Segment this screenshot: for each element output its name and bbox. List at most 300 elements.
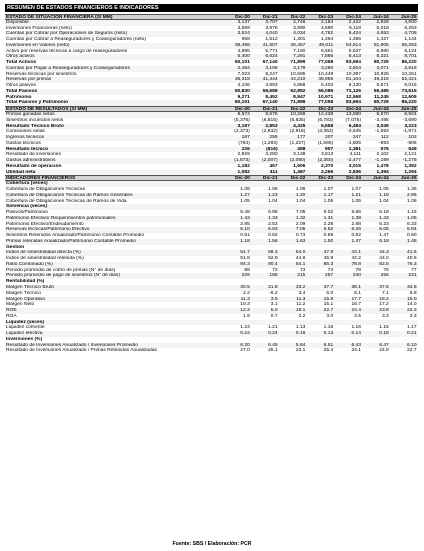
row-value: 3,137 [237, 19, 250, 25]
row-value: 51,905 [373, 42, 389, 48]
row-value: 1.13 [295, 325, 306, 331]
row-value: 0.69 [323, 233, 334, 239]
column-header: Dic-24 [346, 107, 361, 112]
row-value: 22.3 [407, 308, 417, 314]
row-label: Primas ganadas netas [6, 112, 55, 118]
column-header: Dic-23 [318, 107, 334, 112]
row-value: 2.2 [298, 313, 306, 319]
row-value: 1,506 [293, 163, 306, 169]
row-value: 1,392 [404, 163, 417, 169]
row-label: Gastos técnicos [6, 140, 41, 146]
row-value: 0.24 [240, 331, 250, 337]
column-header: Dic-23 [318, 15, 334, 19]
row-value: 38,498 [234, 42, 250, 48]
row-label: Liquidez (veces) [6, 319, 45, 325]
row-value: 16.7 [351, 302, 361, 308]
section-title: ESTADO DE RESULTADOS (S/ MM) [6, 107, 88, 112]
row-value: 207 [325, 135, 334, 141]
row-value: 17.2 [379, 302, 389, 308]
row-value: (2,832) [262, 129, 278, 135]
row-label: Resultado de Inversiones Anualizado / Inversiones Promedio [6, 342, 138, 348]
column-header: Dic-24 [346, 176, 361, 181]
row-value: 1.04 [268, 198, 278, 204]
row-label: Otros activos [6, 54, 35, 60]
row-value: 6.47 [379, 342, 389, 348]
row-value: 1.05 [240, 198, 250, 204]
row-label: Resultado de operación [6, 163, 62, 169]
column-header: Dic-21 [262, 15, 278, 19]
row-value: 1.27 [240, 192, 250, 198]
row-value: 1.16 [379, 192, 389, 198]
row-value: (1,595) [317, 140, 334, 146]
row-value: 10,826 [373, 71, 389, 77]
row-value: 3.3 [381, 313, 389, 319]
row-value: 2.88 [351, 221, 361, 227]
row-value: (3,362) [317, 129, 334, 135]
row-value: 5.84 [295, 342, 306, 348]
row-label: Cobertura de Obligaciones Técnicas de Ramos de Vida [6, 198, 127, 204]
row-value: 27.0 [240, 348, 250, 354]
row-value: 8,015 [404, 83, 417, 89]
row-value: 71,899 [290, 60, 306, 66]
row-value: 8,701 [404, 54, 417, 60]
row-value: 54.0 [295, 250, 306, 256]
row-value: 54,514 [346, 42, 361, 48]
row-value: 17.7 [351, 296, 361, 302]
row-label: Comisiones netas [6, 129, 45, 135]
row-value: (1,293) [262, 140, 278, 146]
row-value: 1.04 [379, 198, 389, 204]
row-value: 1.48 [407, 238, 417, 244]
row-value: 80,729 [373, 100, 389, 106]
row-value: 3,280 [265, 152, 278, 158]
row-value: 1.16 [323, 325, 334, 331]
row-label: Otros pasivos [6, 83, 36, 89]
row-label: Ingresos técnicos [6, 135, 45, 141]
row-label: Gestión [6, 244, 25, 250]
row-value: 6.18 [379, 238, 389, 244]
row-value: 62,952 [290, 88, 306, 94]
row-value: 958 [241, 37, 250, 43]
row-label: Total Pasivos y Patrimonio [6, 100, 69, 106]
row-value: 15.8 [323, 296, 334, 302]
row-value: 7,023 [237, 71, 250, 77]
row-value: 71,126 [346, 88, 361, 94]
row-value: 1,487 [293, 169, 306, 175]
row-value: 458 [297, 146, 306, 152]
row-label: Índice de siniestralidad directa (%) [6, 250, 81, 256]
row-value: 6.20 [240, 342, 250, 348]
row-value: 2,266 [320, 169, 334, 175]
row-value: 4,000 [404, 19, 417, 25]
row-value: 8,321 [376, 54, 389, 60]
row-label: Margen Técnico [6, 290, 41, 296]
row-value: 73 [299, 267, 306, 273]
row-label: ROE [6, 308, 17, 314]
row-value: 58,688 [262, 88, 278, 94]
row-value: 2.85 [240, 221, 250, 227]
row-value: 8,574 [237, 112, 250, 118]
row-value: 45,457 [290, 42, 306, 48]
row-value: -906 [406, 140, 417, 146]
row-value: 6,130 [348, 83, 361, 89]
row-value: 12,438 [318, 112, 334, 118]
section-title: INDICADORES FINANCIEROS [6, 176, 76, 181]
row-value: (5,376) [234, 117, 250, 123]
row-value: 9,271 [237, 94, 250, 100]
row-value: 549 [408, 146, 417, 152]
row-value: 5,018 [376, 25, 389, 31]
row-value: 1.06 [407, 198, 417, 204]
row-value: 0.82 [268, 233, 278, 239]
row-value: 6,570 [376, 112, 389, 118]
row-value: 85.3 [323, 261, 334, 267]
row-value: 7,866 [320, 54, 334, 60]
row-value: 4,653 [376, 31, 389, 37]
row-value: 12,568 [346, 94, 361, 100]
financial-summary-table [5, 4, 418, 354]
row-value: 6.51 [323, 342, 334, 348]
row-value: 256 [380, 273, 389, 279]
row-value: 2.09 [295, 221, 306, 227]
row-value: 4,868 [293, 83, 306, 89]
row-value: 255 [269, 135, 278, 141]
row-value: 1,144 [404, 37, 417, 43]
row-value: 76.3 [407, 261, 417, 267]
row-value: 3.0 [326, 313, 334, 319]
row-value: 102 [408, 135, 417, 141]
row-value: -1,278 [402, 158, 417, 164]
row-value: 44.3 [379, 250, 389, 256]
table-row [5, 348, 418, 354]
row-value: -1,199 [374, 158, 389, 164]
row-value: 3,049 [376, 123, 389, 129]
row-value: 47.8 [323, 250, 334, 256]
row-value: 4,111 [349, 152, 361, 158]
row-value: 1,394 [376, 169, 389, 175]
row-label: Inversiones en Valores (neto) [6, 42, 70, 48]
row-value: 1.36 [407, 186, 417, 192]
row-value: 41,507 [262, 42, 278, 48]
row-value: 3,179 [293, 65, 306, 71]
row-value: 3.5 [354, 313, 361, 319]
column-header: Dic-22 [290, 107, 306, 112]
row-value: -3,545 [347, 129, 361, 135]
row-value: 1.07 [351, 186, 361, 192]
row-value: 2,828 [376, 19, 389, 25]
row-value: 3.3 [409, 313, 417, 319]
row-value: 1.17 [407, 325, 417, 331]
row-value: 1.43 [240, 215, 250, 221]
row-value: 24.1 [351, 348, 361, 354]
row-value: 6.10 [407, 342, 417, 348]
row-value: 2,918 [404, 65, 417, 71]
row-value: 411 [269, 169, 278, 175]
row-value: 6,571 [376, 83, 389, 89]
row-value: 5,118 [349, 25, 361, 31]
row-value: (784) [238, 140, 250, 146]
row-label: Solvencia (veces) [6, 204, 48, 210]
source-note: Fuente: SBS / Elaboración: PCR [172, 541, 252, 547]
row-value: 51,104 [346, 77, 361, 83]
row-value: 49,011 [318, 42, 334, 48]
row-value: 2.2 [242, 290, 250, 296]
column-header: Dic-22 [290, 15, 306, 19]
row-value: 9,247 [265, 71, 278, 77]
row-value: 1,464 [320, 37, 334, 43]
row-value: 112 [380, 135, 389, 141]
row-value: 4,040 [265, 31, 278, 37]
row-value: 0.62 [351, 233, 361, 239]
row-value: 1.06 [295, 186, 306, 192]
row-value: -3,690 [402, 117, 417, 123]
row-value: 10,449 [318, 71, 334, 77]
row-value: 8.1 [354, 290, 361, 296]
row-value: 9,675 [265, 112, 278, 118]
row-value: 240 [352, 273, 361, 279]
row-label: Cuentas por Cobrar por Operaciones de Seguros (neto) [6, 31, 127, 37]
row-label: Cobertura de Obligaciones Técnicas [6, 186, 86, 192]
row-value: 34.8 [407, 284, 417, 290]
row-value: 0.73 [295, 233, 306, 239]
row-value: 78 [355, 267, 361, 273]
row-value: 77,058 [318, 60, 334, 66]
row-value: 187 [241, 135, 250, 141]
row-value: 0.61 [240, 233, 250, 239]
row-value: 40.6 [407, 256, 417, 262]
row-value: 45.9 [323, 256, 334, 262]
row-value: 5,403 [320, 83, 334, 89]
row-value: 226 [241, 146, 250, 152]
table-body [5, 14, 418, 354]
row-value: 4,690 [320, 25, 334, 31]
row-value: 1.04 [295, 198, 306, 204]
row-value: 60,101 [234, 100, 250, 106]
row-value: 215 [297, 273, 306, 279]
column-header: Dic-20 [235, 15, 250, 19]
row-value: 3,504 [348, 65, 361, 71]
row-label: Cuentas por Pagar a Reaseguradores y Coaseguradores [6, 65, 130, 71]
row-value: 7.05 [295, 210, 306, 216]
row-value: 10,971 [318, 94, 334, 100]
row-label: Reservas técnicas por siniestros [6, 71, 77, 77]
row-value: 50,830 [234, 88, 250, 94]
row-value: -6.2 [269, 290, 278, 296]
row-value: 44,210 [290, 77, 306, 83]
row-value: 3,599 [237, 25, 250, 31]
row-value: (2,090) [289, 158, 306, 164]
row-value: 5,424 [348, 31, 361, 37]
column-header: Jun-24 [373, 176, 389, 181]
row-value: 1.05 [379, 186, 389, 192]
row-value: 6,124 [404, 48, 417, 54]
column-header: Jun-25 [400, 176, 417, 181]
row-label: Margen Neto [6, 302, 35, 308]
row-value: 2,102 [376, 152, 389, 158]
row-value: 1,182 [237, 163, 250, 169]
row-value: 2.86 [407, 192, 417, 198]
row-value: 10,695 [290, 71, 306, 77]
row-value: 0.21 [407, 331, 417, 337]
row-value: 6.05 [379, 227, 389, 233]
table-row [5, 100, 418, 106]
row-value: 6.02 [323, 210, 334, 216]
row-label: Índice de siniestralidad retenida (%) [6, 256, 84, 262]
row-value: 5.0 [270, 308, 278, 314]
row-value: 66,086 [318, 88, 334, 94]
row-label: Siniestros incurridos netos [6, 117, 64, 123]
column-header: Jun-24 [373, 15, 389, 19]
row-value: 77,058 [318, 100, 334, 106]
row-label: Resultado de Inversiones Anualizado / Primas Retenidas Anualizadas [6, 348, 157, 354]
row-value: 4,893 [265, 83, 278, 89]
row-value: 11.2 [296, 302, 306, 308]
row-value: 1.24 [240, 325, 250, 331]
row-value: 1.16 [351, 325, 361, 331]
row-value: 22.7 [323, 308, 334, 314]
row-label: Cobertura de Obligaciones Técnicas de Ramos Generales [6, 192, 133, 198]
row-value: 575 [380, 146, 389, 152]
row-label: Inversiones (%) [6, 336, 43, 342]
row-value: 1.21 [268, 325, 278, 331]
row-label: Cobertura (veces) [6, 181, 48, 187]
row-value: 7.1 [381, 290, 389, 296]
row-value: 3,813 [320, 152, 334, 158]
row-value: 23.8 [379, 308, 389, 314]
row-label: Ratio Combinado (%) [6, 261, 53, 267]
row-label: Periodo promedio de cobro de primas (N° de días) [6, 267, 116, 273]
row-value: 0.13 [323, 331, 334, 337]
row-value: -2,477 [347, 158, 361, 164]
row-label: Inversiones Financieras (neto) [6, 25, 72, 31]
row-value: 42.2 [351, 256, 361, 262]
row-value: 1.31 [323, 215, 334, 221]
row-value: (816) [266, 146, 278, 152]
row-value: 1,512 [265, 37, 278, 43]
row-value: 3.5 [270, 296, 278, 302]
row-value: 90.4 [268, 261, 278, 267]
row-value: 15.1 [323, 302, 334, 308]
row-value: 2,836 [348, 169, 361, 175]
row-value: 1.05 [351, 198, 361, 204]
row-value: -1,805 [347, 140, 361, 146]
table-row [5, 170, 418, 176]
row-value: 1,301 [293, 37, 306, 43]
row-value: 6.43 [351, 342, 361, 348]
row-value: 6,537 [348, 48, 361, 54]
row-value: 1.43 [379, 215, 389, 221]
row-value: 1.06 [268, 186, 278, 192]
row-label: Primas retenidas Anualizado/Patrimonio Contable Promedio [6, 238, 136, 244]
row-value: 5.66 [351, 210, 361, 216]
row-value: 177 [297, 135, 306, 141]
row-value: 36,318 [234, 77, 250, 83]
row-value: 3.4 [298, 290, 306, 296]
row-value: 38.1 [351, 284, 361, 290]
row-value: 3,138 [293, 152, 306, 158]
row-value: 186 [269, 273, 278, 279]
row-value: 25.4 [323, 348, 334, 354]
row-value: 0.18 [379, 331, 389, 337]
column-header: Dic-20 [235, 176, 250, 181]
row-value: 6.10 [240, 227, 250, 233]
row-value: 30.5 [240, 284, 250, 290]
row-value: 4,034 [293, 31, 306, 37]
row-value: 5,771 [265, 48, 278, 54]
row-value: 41.6 [407, 250, 417, 256]
row-value: 1.15 [379, 325, 389, 331]
row-value: 55,263 [401, 42, 417, 48]
row-value: 3,015 [348, 163, 361, 169]
row-value: 5,658 [320, 123, 334, 129]
row-value: 10.3 [240, 302, 250, 308]
row-value: 2,484 [237, 65, 250, 71]
row-value: 1,294 [404, 169, 417, 175]
row-value: 1.23 [268, 192, 278, 198]
column-header: Dic-22 [290, 176, 306, 181]
column-header: Jun-25 [400, 107, 417, 112]
row-value: 907 [325, 146, 334, 152]
row-value: 23.1 [295, 348, 306, 354]
row-value: 7,160 [293, 48, 306, 54]
row-value: 2,121 [404, 152, 417, 158]
row-value: 1.32 [295, 215, 306, 221]
row-value: 4,895 [237, 48, 250, 54]
row-value: 1.33 [268, 215, 278, 221]
row-value: 44.0 [379, 256, 389, 262]
row-value: 24.4 [351, 308, 361, 314]
row-value: 0.7 [270, 313, 278, 319]
row-value: 10,261 [401, 71, 417, 77]
row-value: 0.16 [295, 331, 306, 337]
row-value: 6,880 [376, 48, 389, 54]
row-value: 60,101 [234, 60, 250, 66]
row-value: 3,223 [404, 123, 417, 129]
row-value: 15.0 [407, 296, 417, 302]
row-value: (2,916) [289, 129, 306, 135]
row-value: 52,421 [401, 77, 417, 83]
row-label: ROA [6, 313, 17, 319]
row-value: -3,495 [374, 117, 389, 123]
row-value: 59.3 [268, 250, 278, 256]
row-value: 74 [327, 267, 334, 273]
row-value: 1,082 [237, 169, 250, 175]
row-value: -893 [378, 140, 389, 146]
table-title: RESUMEN DE ESTADOS FINANCIEROS E INDICADORES [5, 4, 418, 12]
row-value: 10,387 [346, 71, 361, 77]
column-header: Dic-24 [346, 15, 361, 19]
row-value: 2,746 [293, 19, 306, 25]
row-value: 1.17 [323, 192, 334, 198]
row-value: 25.1 [268, 348, 278, 354]
row-value: 6,263 [404, 25, 417, 31]
row-value: 6.0 [326, 290, 334, 296]
row-value: 67,140 [262, 60, 278, 66]
row-value: 6,484 [348, 123, 361, 129]
row-value: 11.3 [296, 296, 306, 302]
row-value: 94.3 [240, 261, 250, 267]
row-value: 3.1 [270, 302, 278, 308]
row-label: Patrimonio Efectivo/ Requerimientos patrimoniales [6, 215, 116, 221]
row-value: 2,853 [265, 123, 278, 129]
row-value: 86,220 [401, 100, 417, 106]
row-label: Activo por reservas técnicas a cargo de reaseguradores [6, 48, 128, 54]
row-value: 33.2 [295, 284, 306, 290]
row-value: 11,245 [374, 94, 389, 100]
row-value: 72 [272, 267, 278, 273]
row-value: 80,729 [373, 60, 389, 66]
row-value: 88 [244, 267, 250, 273]
